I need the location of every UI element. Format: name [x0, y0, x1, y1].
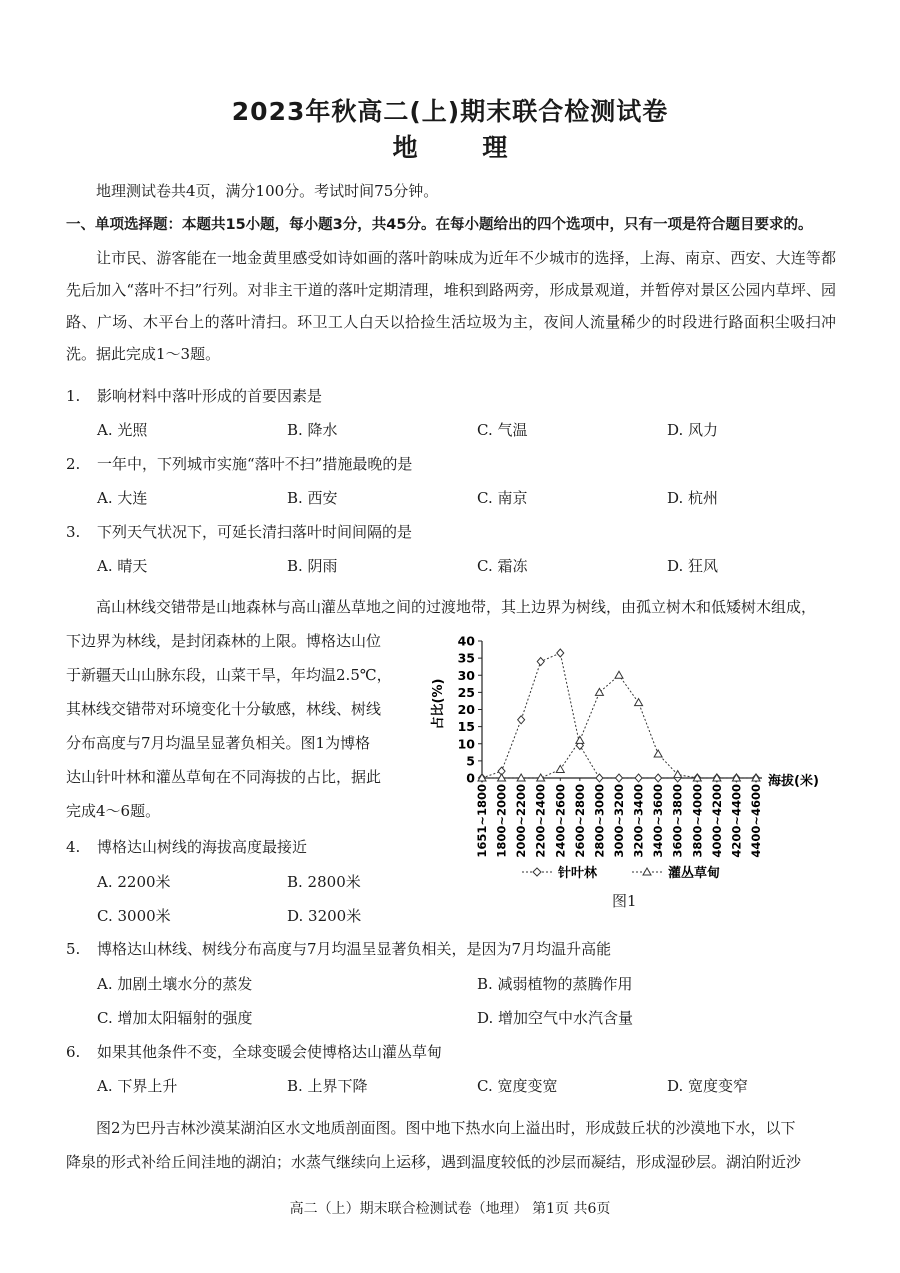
x-axis-label: 海拔(米)	[768, 774, 819, 789]
y-tick-label: 15	[457, 719, 475, 735]
conifer-point	[557, 649, 564, 657]
passage-3-line-1: 图2为巴丹吉林沙漠某湖泊区水文地质剖面图。图中地下热水向上溢出时，形成鼓丘状的沙漠地下水，以下	[96, 1119, 796, 1137]
shrub-meadow-point	[595, 688, 603, 695]
figure-1-caption: 图1	[612, 892, 637, 910]
y-tick-label: 20	[457, 702, 475, 717]
conifer-point	[596, 774, 603, 782]
x-tick-label: 3200~3400	[631, 784, 646, 858]
conifer-point	[616, 774, 623, 782]
passage-2-line-4: 其林线交错带对环境变化十分敏感，林线、树线	[66, 700, 382, 718]
q3-number: 3.	[66, 523, 81, 541]
q6-stem: 如果其他条件不变，全球变暖会使博格达山灌丛草甸	[97, 1043, 443, 1061]
shrub-meadow-point	[615, 671, 623, 678]
q4-stem: 博格达山树线的海拔高度最接近	[97, 838, 308, 856]
y-tick-label: 25	[457, 684, 475, 700]
q1-option-b: B. 降水	[287, 421, 338, 439]
x-tick-label: 2000~2200	[514, 784, 529, 858]
x-tick-label: 1800~2000	[494, 784, 509, 858]
passage-2-line-1: 高山林线交错带是山地森林与高山灌丛草地之间的过渡地带，其上边界为树线，由孤立树木和低矮树木组成，	[96, 598, 817, 616]
q1-number: 1.	[66, 387, 81, 405]
x-tick-label: 4000~4200	[709, 784, 724, 858]
x-tick-label: 2200~2400	[533, 784, 548, 858]
q5-stem: 博格达山林线、树线分布高度与7月均温呈显著负相关，是因为7月均温升高能	[97, 940, 612, 958]
q4-option-a: A. 2200米	[97, 873, 171, 891]
x-tick-label: 3400~3600	[651, 784, 666, 858]
passage-2-line-3: 于新疆天山山脉东段，山菜干旱，年均温2.5℃，	[66, 666, 392, 684]
x-tick-label: 2800~3000	[592, 784, 607, 858]
q1-option-d: D. 风力	[667, 421, 719, 439]
passage-2-line-7: 完成4～6题。	[66, 802, 161, 820]
chart-legend	[522, 865, 720, 881]
y-tick-label: 35	[457, 650, 475, 666]
q2-option-b: B. 西安	[287, 489, 338, 507]
series-line-2	[482, 675, 756, 778]
q4-option-b: B. 2800米	[287, 873, 361, 891]
q6-number: 6.	[66, 1043, 81, 1061]
legend-conifer: 针叶林	[558, 866, 598, 881]
q1-option-a: A. 光照	[97, 421, 148, 439]
q2-stem: 一年中，下列城市实施“落叶不扫”措施最晚的是	[97, 455, 413, 473]
x-tick-label: 4400~4600	[749, 784, 763, 858]
q3-option-d: D. 狂风	[667, 557, 719, 575]
q2-option-a: A. 大连	[97, 489, 148, 507]
y-tick-label: 10	[457, 736, 475, 752]
q3-option-a: A. 晴天	[97, 557, 148, 575]
y-tick-label: 40	[457, 633, 475, 649]
passage-2-line-2: 下边界为林线，是封闭森林的上限。博格达山位	[66, 632, 382, 650]
conifer-point	[655, 774, 662, 782]
x-tick-label: 1651~1800	[475, 784, 489, 858]
passage-2-line-6: 达山针叶林和灌丛草甸在不同海拔的占比，据此	[66, 768, 382, 786]
x-tick-label: 2400~2600	[553, 784, 568, 858]
passage-3-line-2: 降泉的形式补给丘间洼地的湖泊；水蒸气继续向上运移，遇到温度较低的沙层而凝结，形成湿砂层。湖泊附近沙	[66, 1153, 802, 1171]
q2-option-c: C. 南京	[477, 489, 528, 507]
conifer-point	[537, 658, 544, 666]
q3-stem: 下列天气状况下，可延长清扫落叶时间间隔的是	[97, 523, 413, 541]
q5-option-b: B. 减弱植物的蒸腾作用	[477, 975, 633, 993]
q4-number: 4.	[66, 838, 81, 856]
y-tick-label: 5	[466, 753, 475, 769]
y-axis-label: 占比(%)	[431, 678, 446, 730]
shrub-meadow-point	[654, 750, 662, 757]
exam-title: 2023年秋高二(上)期末联合检测试卷	[231, 97, 669, 126]
q3-option-b: B. 阴雨	[287, 557, 338, 575]
y-tick-label: 0	[466, 770, 475, 786]
legend-diamond-marker	[533, 868, 541, 876]
x-tick-label: 3600~3800	[670, 784, 685, 858]
subject-title: 地 理	[392, 133, 536, 162]
q1-option-c: C. 气温	[477, 421, 528, 439]
q6-option-d: D. 宽度变窄	[667, 1077, 749, 1095]
q4-option-d: D. 3200米	[287, 907, 362, 925]
q2-option-d: D. 杭州	[667, 489, 719, 507]
page-footer: 高二（上）期末联合检测试卷（地理） 第1页 共6页	[289, 1201, 611, 1217]
q6-option-b: B. 上界下降	[287, 1077, 368, 1095]
q5-option-c: C. 增加太阳辐射的强度	[97, 1009, 253, 1027]
q4-option-c: C. 3000米	[97, 907, 171, 925]
conifer-point	[518, 716, 525, 724]
shrub-meadow-point	[635, 699, 643, 706]
q2-number: 2.	[66, 455, 81, 473]
x-tick-label: 3000~3200	[612, 784, 626, 858]
q3-option-c: C. 霜冻	[477, 557, 528, 575]
q5-option-d: D. 增加空气中水汽含量	[477, 1009, 634, 1027]
q6-option-c: C. 宽度变宽	[477, 1077, 558, 1095]
q5-number: 5.	[66, 940, 81, 958]
q6-option-a: A. 下界上升	[97, 1077, 178, 1095]
legend-shrub-meadow: 灌丛草甸	[668, 866, 721, 881]
figure-1-chart	[430, 628, 830, 913]
y-tick-label: 30	[457, 667, 475, 683]
shrub-meadow-point	[576, 736, 584, 743]
x-tick-label: 4200~4400	[729, 784, 744, 858]
section-heading: 一、单项选择题：本题共15小题，每小题3分，共45分。在每小题给出的四个选项中，只有一项是符合题目要求的。	[66, 217, 813, 233]
q1-stem: 影响材料中落叶形成的首要因素是	[97, 387, 323, 405]
exam-intro: 地理测试卷共4页，满分100分。考试时间75分钟。	[96, 182, 439, 200]
passage-1: 让市民、游客能在一地金黄里感受如诗如画的落叶韵味成为近年不少城市的选择，上海、南京、西安、大连等都先后加入“落叶不扫”行列。对非主干道的落叶定期清理，堆积到路两旁，形成景观道，并暂停对景区公园内草坪、园路、广场、木平台上的落叶清扫。环卫工人白天以拾捡生活垃圾为主，夜间人流量稀少的时段进行路面积尘吸扫冲洗。据此完成1～3题。	[66, 249, 836, 363]
passage-2-line-5: 分布高度与7月均温呈显著负相关。图1为博格	[66, 734, 371, 752]
conifer-point	[635, 774, 642, 782]
q5-option-a: A. 加剧土壤水分的蒸发	[97, 975, 253, 993]
x-tick-label: 3800~4000	[690, 784, 705, 858]
shrub-meadow-point	[556, 765, 564, 772]
x-tick-label: 2600~2800	[572, 784, 587, 858]
